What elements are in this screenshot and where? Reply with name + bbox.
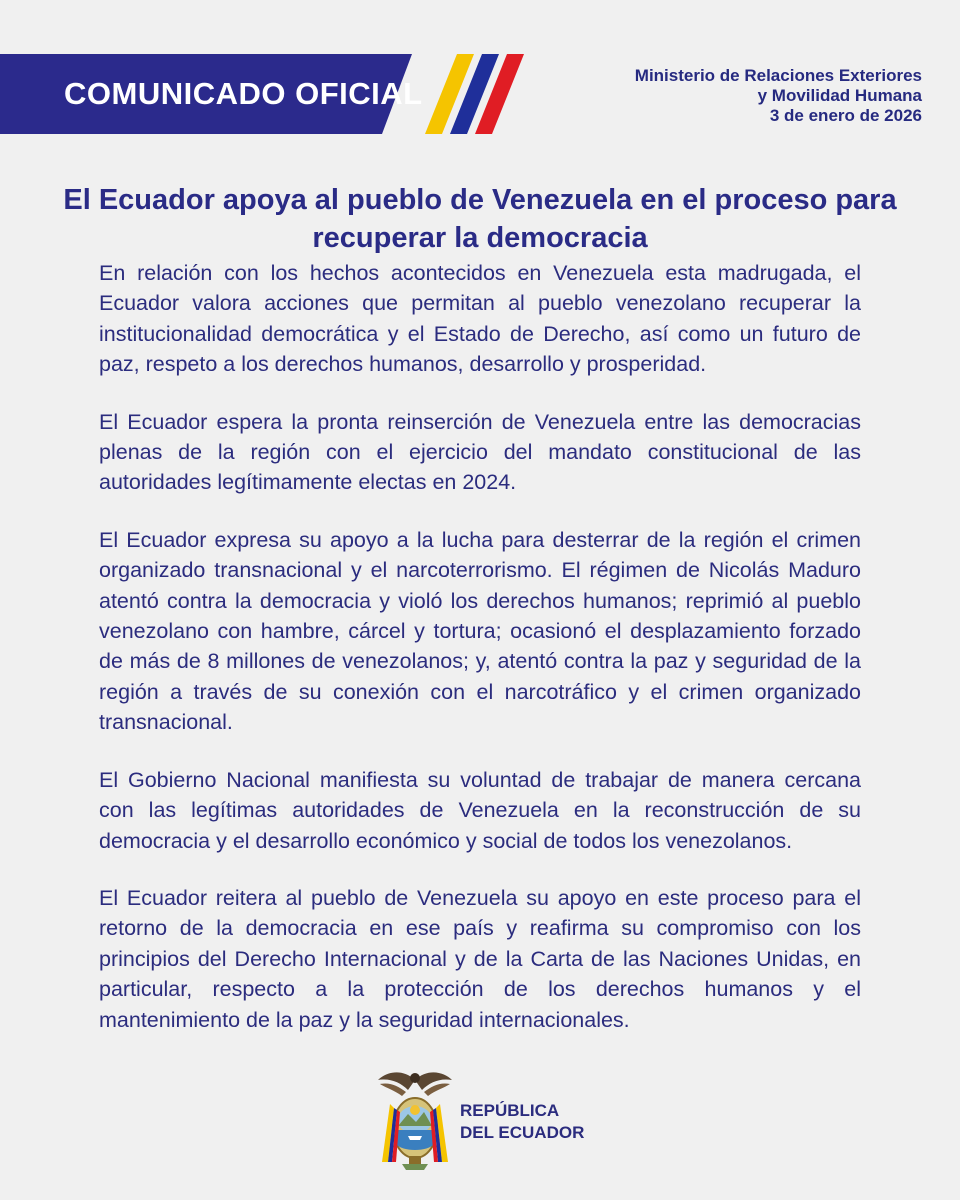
footer-emblem — [372, 1064, 592, 1174]
official-banner — [0, 54, 560, 134]
banner-title: COMUNICADO OFICIAL — [64, 76, 423, 111]
paragraph-2: El Ecuador espera la pronta reinserción de Venezuela entre las democracias plenas de la región con el ejercicio del mandato constitucional de las autoridades legítimamente electas en 2024. — [99, 409, 861, 495]
paragraph-4: El Gobierno Nacional manifiesta su voluntad de trabajar de manera cercana con las legítimas autoridades de Venezuela en la reconstrucción de su democracia y el desarrollo económico y social de todos los venezolanos. — [99, 767, 861, 853]
country-name-line1: REPÚBLICA — [460, 1101, 560, 1120]
country-name — [460, 1100, 584, 1144]
page-title: El Ecuador apoya al pueblo de Venezuela en el proceso para recuperar la democracia — [63, 184, 897, 255]
communique-body — [99, 258, 861, 1062]
ministry-name-line1: Ministerio de Relaciones Exteriores — [634, 66, 922, 85]
coat-of-arms-icon — [372, 1064, 458, 1174]
paragraph-5: El Ecuador reitera al pueblo de Venezuela su apoyo en este proceso para el retorno de la democracia en ese país y reafirma su compromiso con los principios del Derecho Internacional y de la Carta de las Naciones Unidas, en particular, respecto a la protección de los derechos humanos y el mantenimiento de la paz y la seguridad internacionales. — [99, 885, 861, 1032]
country-name-line2: DEL ECUADOR — [460, 1123, 585, 1142]
ministry-name-line2: y Movilidad Humana — [757, 86, 922, 105]
ministry-info — [635, 66, 922, 126]
communique-date: 3 de enero de 2026 — [769, 106, 922, 125]
paragraph-1: En relación con los hechos acontecidos en Venezuela esta madrugada, el Ecuador valora acciones que permitan al pueblo venezolano recuperar la institucionalidad democrática y el Estado de Derecho, así como un futuro de paz, respeto a los derechos humanos, desarrollo y prosperidad. — [99, 261, 861, 377]
paragraph-3: El Ecuador expresa su apoyo a la lucha para desterrar de la región el crimen organizado transnacional y el narcoterrorismo. El régimen de Nicolás Maduro atentó contra la democracia y violó los derechos humanos; reprimió al pueblo venezolano con hambre, cárcel y tortura; ocasionó el desplazamiento forzado de más de 8 millones de venezolanos; y, atentó contra la paz y seguridad de la región a través de su conexión con el narcotráfico y el crimen organizado transnacional. — [99, 527, 861, 735]
